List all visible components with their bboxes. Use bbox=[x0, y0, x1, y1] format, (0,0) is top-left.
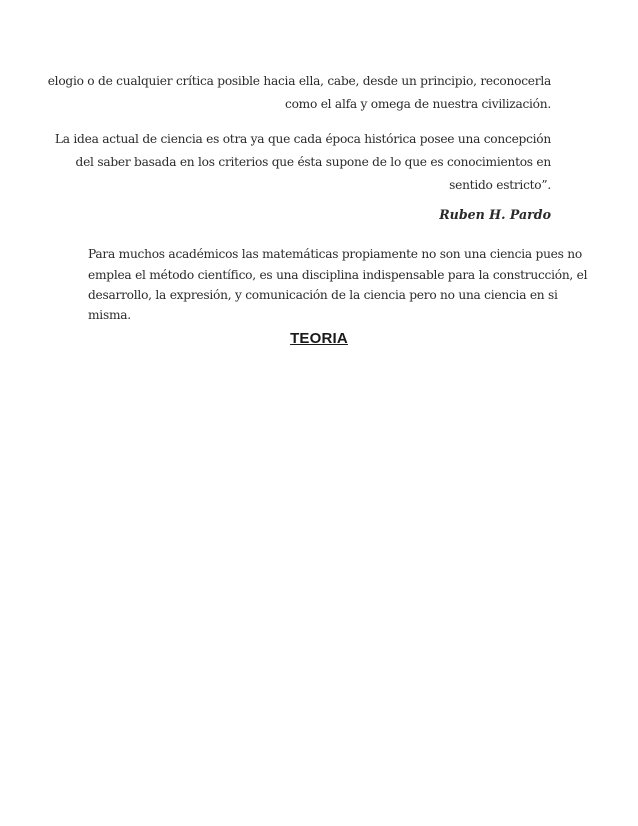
quote-line: elogio o de cualquier crítica posible hacia ella, cabe, desde un principio, reconocerla bbox=[47, 74, 551, 88]
quote-author: Ruben H. Pardo bbox=[439, 207, 551, 222]
paragraph-line: emplea el método científico, es una disciplina indispensable para la construcción, el bbox=[88, 268, 588, 282]
quote-line: como el alfa y omega de nuestra civilización. bbox=[285, 97, 551, 111]
paragraph-line: misma. bbox=[88, 308, 131, 322]
paragraph-line: Para muchos académicos las matemáticas propiamente no son una ciencia pues no bbox=[88, 247, 582, 261]
paragraph-line: desarrollo, la expresión, y comunicación de la ciencia pero no una ciencia en si bbox=[88, 288, 558, 302]
section-heading: TEORIA bbox=[290, 330, 348, 347]
quote-line: sentido estricto”. bbox=[449, 178, 551, 192]
quote-line: La idea actual de ciencia es otra ya que cada época histórica posee una concepción bbox=[54, 132, 551, 146]
quote-line: del saber basada en los criterios que ésta supone de lo que es conocimientos en bbox=[75, 155, 551, 169]
